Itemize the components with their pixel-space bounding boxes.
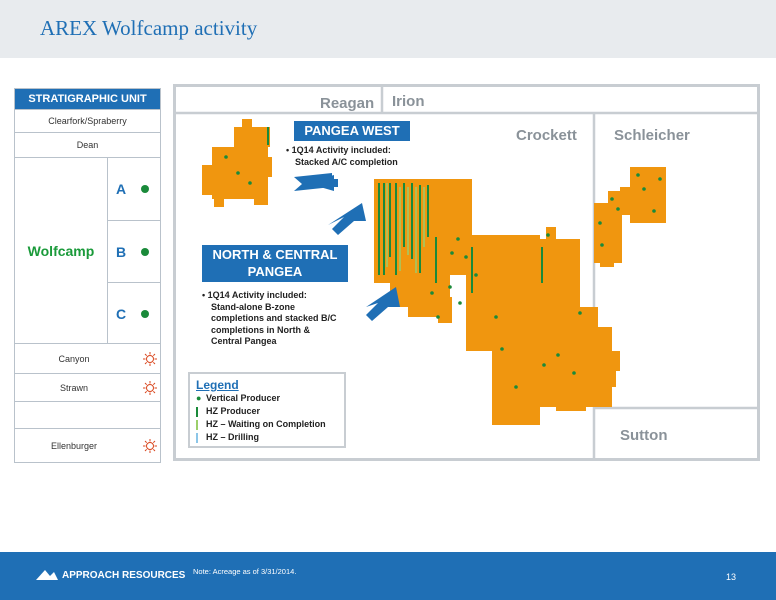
wolfcamp-bench-c [107,282,161,344]
legend-label-hz-producer: HZ Producer [206,406,261,416]
gas-symbol-icon [143,352,157,366]
bench-letter-b: B [115,244,127,260]
oil-dot-icon [141,248,149,256]
light-blue-line-icon [196,432,206,443]
schleicher-acreage [594,167,666,267]
legend-item-hz-producer [196,406,260,417]
nc-pangea-title-line-1: NORTH & CENTRAL [212,247,338,262]
pangea-west-bullet-1: 1Q14 Activity included: [291,145,391,155]
company-name: APPROACH RESOURCES [62,570,186,581]
footer-band [0,552,776,600]
oil-dot-icon [141,310,149,318]
green-dot-icon: ● [196,393,202,403]
strat-row-blank [15,401,160,428]
pangea-west-bullet-2: Stacked A/C completion [295,156,398,167]
strat-label-dean: Dean [76,140,99,150]
legend-item-vertical [196,393,280,403]
strat-label-clearfork: Clearfork/Spraberry [48,116,127,126]
strat-label-canyon: Canyon [58,354,90,364]
strat-row-wolfcamp [15,157,160,343]
legend-label-vertical: Vertical Producer [206,393,281,403]
wolfcamp-bench-b [107,220,161,282]
header-band [0,0,776,58]
nc-pangea-line-5: Central Pangea [211,336,277,346]
pangea-west-title: PANGEA WEST [294,121,410,141]
nc-pangea-line-3: completions and stacked B/C [211,313,337,323]
acreage-note: Note: Acreage as of 3/31/2014. [193,567,297,576]
pangea-west-notes: • 1Q14 Activity included: Stacked A/C completion [286,145,398,167]
county-label-crockett: Crockett [516,127,577,144]
strat-row-strawn [15,373,160,401]
wolfcamp-label: Wolfcamp [27,243,95,259]
county-label-sutton: Sutton [620,427,668,444]
nc-pangea-line-4: completions in North & [211,324,310,335]
approach-logo-icon [36,568,58,580]
strat-row-dean [15,132,160,157]
dark-green-line-icon [196,406,206,417]
county-label-irion: Irion [392,93,425,110]
county-label-reagan: Reagan [320,95,375,112]
county-label-schleicher: Schleicher [614,127,690,144]
strat-table-header: STRATIGRAPHIC UNIT [15,89,160,109]
nc-pangea-line-1: 1Q14 Activity included: [207,290,307,300]
stratigraphic-table [14,88,161,463]
nc-pangea-line-2: Stand-alone B-zone [211,301,296,312]
light-green-line-icon [196,419,206,430]
legend-label-hz-waiting: HZ – Waiting on Completion [206,419,326,429]
pangea-west-acreage [202,119,272,207]
page-number: 13 [725,572,736,582]
pangea-central-acreage [374,179,620,425]
oil-dot-icon [141,185,149,193]
map-legend [188,372,346,448]
strat-row-clearfork [15,109,160,132]
legend-item-hz-waiting [196,419,326,430]
page-title: AREX Wolfcamp activity [40,16,258,40]
gas-symbol-icon [143,381,157,395]
strat-label-ellenburger: Ellenburger [50,441,98,451]
gas-symbol-icon [143,439,157,453]
nc-pangea-title-line-2: PANGEA [247,264,303,279]
legend-item-hz-drilling [196,432,259,443]
bench-letter-a: A [115,181,127,197]
bench-letter-c: C [115,306,127,322]
wolfcamp-bench-a [107,158,161,220]
nc-pangea-notes: • 1Q14 Activity included: Stand-alone B-zone completions and stacked B/C completions in North & Central Pangea [202,290,337,346]
legend-title: Legend [196,378,239,392]
legend-label-hz-drilling: HZ – Drilling [206,432,260,442]
strat-label-strawn: Strawn [59,383,88,393]
strat-row-ellenburger [15,428,160,462]
strat-row-canyon [15,343,160,373]
nc-pangea-title [202,245,348,282]
